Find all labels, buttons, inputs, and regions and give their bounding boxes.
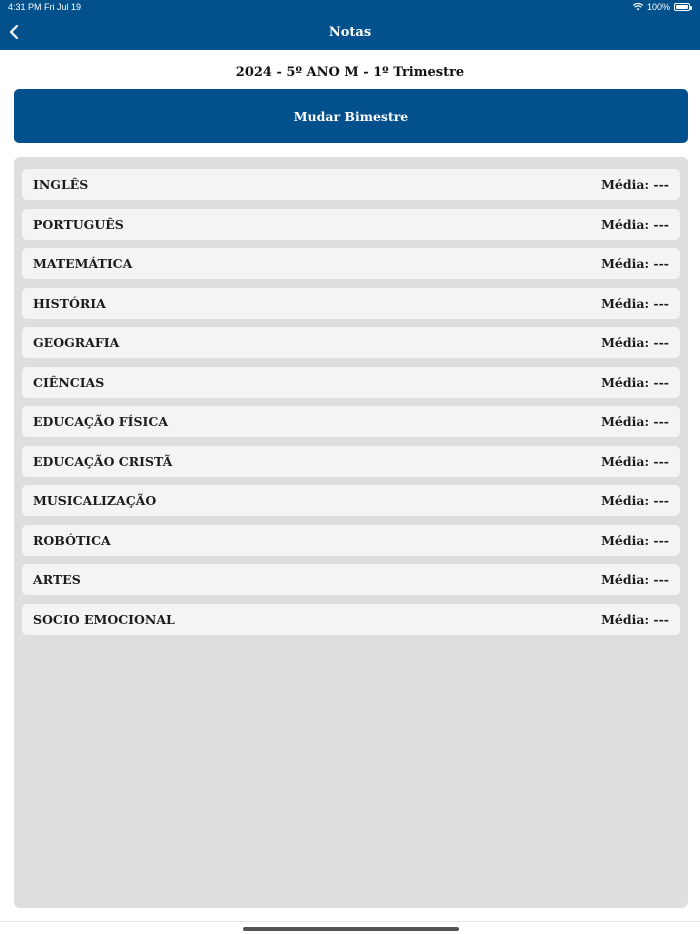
subject-average: Média: ---	[601, 611, 669, 627]
subjects-list	[22, 169, 680, 643]
subject-average: Média: ---	[601, 414, 669, 429]
subject-average: Média: ---	[601, 177, 669, 192]
subject-name: ROBÓTICA	[33, 532, 111, 548]
subject-average: Média: ---	[601, 256, 669, 271]
subject-name: CIÊNCIAS	[33, 374, 105, 390]
subject-row-geografia[interactable]	[22, 327, 680, 358]
status-indicators	[633, 2, 690, 12]
subjects-panel	[14, 157, 688, 908]
subject-row-ciencias[interactable]	[22, 367, 680, 398]
subject-average: Média: ---	[601, 453, 669, 469]
subject-average: Média: ---	[601, 572, 669, 587]
period-subtitle: 2024 - 5º ANO M - 1º Trimestre	[235, 65, 465, 80]
subject-average: Média: ---	[601, 374, 669, 390]
subject-average: Média: ---	[601, 532, 669, 548]
subject-row-musicalizacao[interactable]	[22, 485, 680, 516]
subject-name: EDUCAÇÃO FÍSICA	[33, 414, 169, 429]
subject-name: ARTES	[33, 572, 81, 587]
subject-name: SOCIO EMOCIONAL	[33, 611, 175, 627]
subject-row-educacao-crista[interactable]	[22, 446, 680, 477]
subject-name: GEOGRAFIA	[33, 335, 120, 350]
subject-row-socio-emocional[interactable]	[22, 604, 680, 635]
subject-row-ingles[interactable]	[22, 169, 680, 200]
subject-name: INGLÊS	[33, 177, 89, 192]
subject-average: Média: ---	[601, 493, 669, 508]
subject-name: EDUCAÇÃO CRISTÃ	[33, 453, 173, 469]
subject-name: MUSICALIZAÇÃO	[33, 493, 157, 508]
subject-row-portugues[interactable]	[22, 209, 680, 240]
subject-average: Média: ---	[601, 295, 669, 311]
subject-name: MATEMÁTICA	[33, 256, 133, 271]
page-title: Notas	[328, 25, 372, 40]
battery-icon	[674, 3, 690, 11]
subject-name: HISTÓRIA	[33, 295, 106, 311]
subject-average: Média: ---	[601, 216, 669, 232]
subject-row-educacao-fisica[interactable]	[22, 406, 680, 437]
subject-average: Média: ---	[601, 335, 669, 350]
wifi-icon	[633, 3, 643, 11]
bottom-divider	[0, 921, 700, 922]
battery-percent: 100%	[646, 2, 670, 12]
subject-row-artes[interactable]	[22, 564, 680, 595]
mudar-bimestre-button[interactable]: Mudar Bimestre	[14, 89, 688, 143]
home-indicator[interactable]	[243, 927, 459, 931]
subject-row-robotica[interactable]	[22, 525, 680, 556]
subject-name: PORTUGUÊS	[33, 216, 124, 232]
navigation-bar	[0, 0, 700, 50]
status-time-date: 4:31 PM Fri Jul 19	[8, 2, 82, 12]
subject-row-matematica[interactable]	[22, 248, 680, 279]
subject-row-historia[interactable]	[22, 288, 680, 319]
